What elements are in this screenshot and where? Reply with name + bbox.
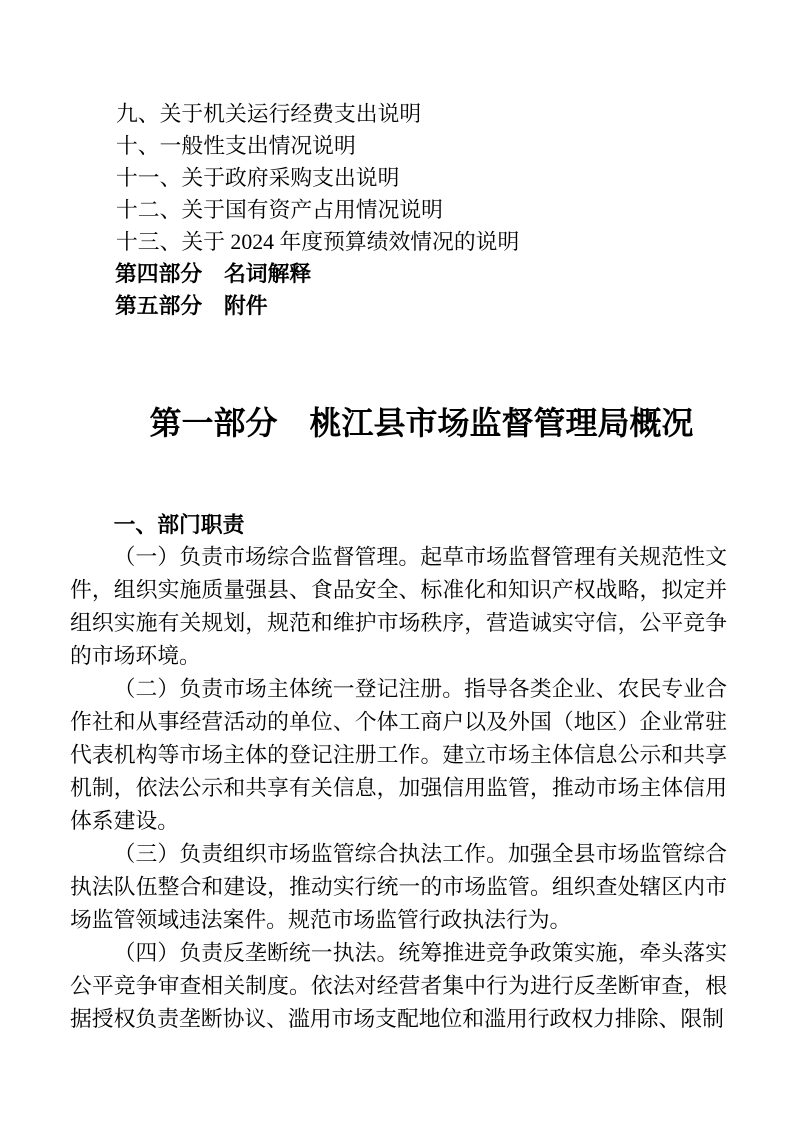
duty-paragraph-3: （三）负责组织市场监管综合执法工作。加强全县市场监管综合执法队伍整合和建设，推动实行统一的市场监管。组织查处辖区内市场监管领域违法案件。规范市场监管行政执法行为。 [70, 842, 727, 932]
table-of-contents [70, 98, 727, 322]
duty-paragraph-2: （二）负责市场主体统一登记注册。指导各类企业、农民专业合作社和从事经营活动的单位、个体工商户以及外国（地区）企业常驻代表机构等市场主体的登记注册工作。建立市场主体信息公示和共享机制，依法公示和共享有关信息，加强信用监管，推动市场主体信用体系建设。 [70, 677, 727, 833]
toc-part-four: 第四部分 名词解释 [115, 261, 312, 286]
toc-part-five: 第五部分 附件 [115, 293, 268, 318]
section-heading-department-duties: 一、部门职责 [113, 512, 245, 537]
toc-item-12: 十二、关于国有资产占用情况说明 [116, 198, 443, 222]
duty-paragraph-4: （四）负责反垄断统一执法。统筹推进竞争政策实施，牵头落实公平竞争审查相关制度。依法对经营者集中行为进行反垄断审查，根据授权负责垄断协议、滥用市场支配地位和滥用行政权力排除、限制 [70, 941, 727, 1031]
duty-paragraph-1: （一）负责市场综合监督管理。起草市场监督管理有关规范性文件，组织实施质量强县、食品安全、标准化和知识产权战略，拟定并组织实施有关规划，规范和维护市场秩序，营造诚实守信，公平竞争的市场环境。 [70, 545, 727, 668]
toc-item-10: 十、一般性支出情况说明 [116, 134, 356, 158]
toc-item-11: 十一、关于政府采购支出说明 [116, 166, 400, 190]
toc-item-9: 九、关于机关运行经费支出说明 [116, 102, 422, 126]
toc-item-13: 十三、关于 2024 年度预算绩效情况的说明 [116, 230, 520, 254]
part-one-title: 第一部分 桃江县市场监督管理局概况 [149, 405, 694, 441]
